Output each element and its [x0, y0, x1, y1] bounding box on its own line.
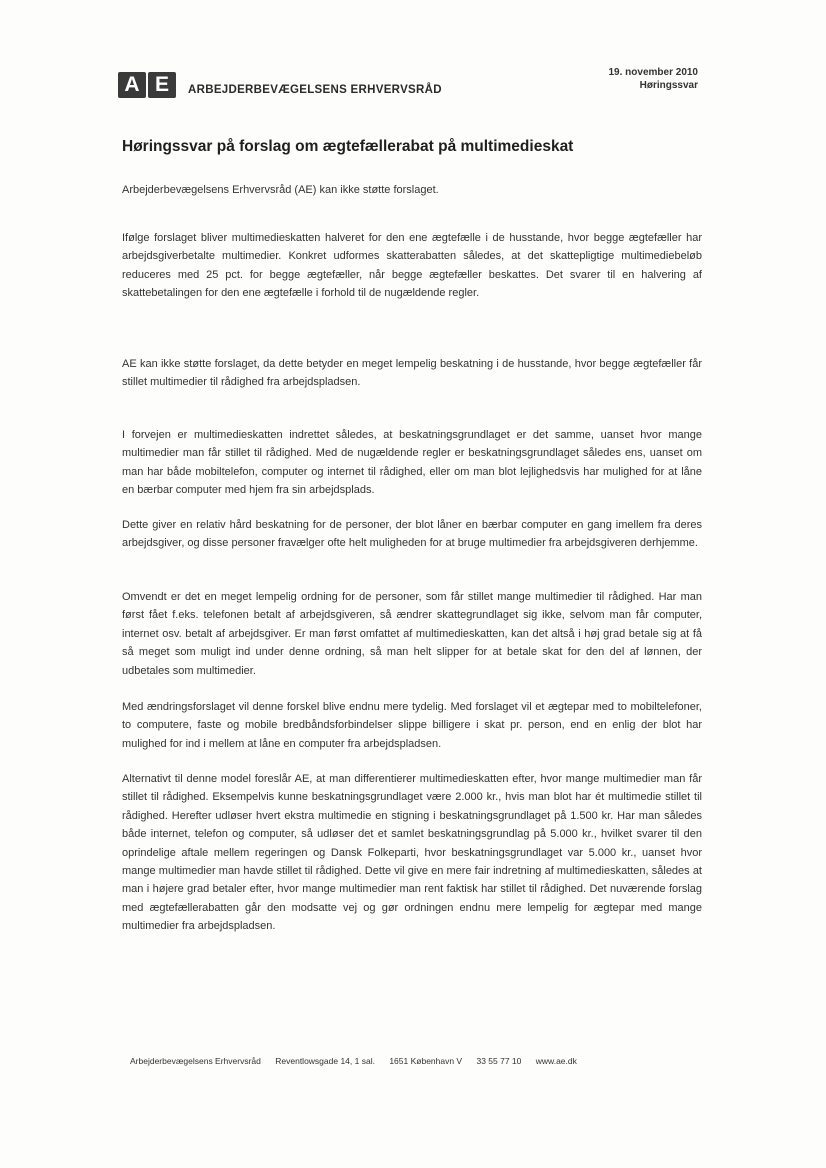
footer-phone: 33 55 77 10: [476, 1056, 522, 1066]
page-title: Høringssvar på forslag om ægtefællerabat på multimedieskat: [122, 138, 574, 155]
header-meta: [609, 66, 699, 92]
logo-letter-e: E: [148, 72, 176, 98]
footer-org: Arbejderbevægelsens Erhvervsråd: [130, 1056, 261, 1066]
paragraph-7: Alternativt til denne model foreslår AE, at man differentierer multimedieskatten efter, hvor mange multimedier man får stillet til rådighed. Eksempelvis kunne beskatningsgrundlaget være 2.000 kr., hvis man blot har ét multimedie stillet til rådighed. Herefter udløser hvert ekstra multimedie en stigning i beskatningsgrundlaget på 1.500 kr. Har man således både internet, telefon og computer, så udløser det et samlet beskatningsgrundlag på 5.000 kr., hvilket svarer til den oprindelige aftale mellem regeringen og Dansk Folkeparti, hvor beskatningsgrundlaget var 5.000 kr., uanset hvor mange multimedier man havde stillet til rådighed. Dette vil give en mere fair indretning af multimedieskatten, således at man i højere grad betaler efter, hvor mange multimedier man rent faktisk har stillet til rådighed. Det nuværende forslag med ægtefællerabatten går den modsatte vej og gør ordningen endnu mere lempelig for ægtepar med mange multimedier fra arbejdspladsen.: [122, 773, 702, 933]
footer-street: Reventlowsgade 14, 1 sal.: [275, 1056, 375, 1066]
paragraph-2: AE kan ikke støtte forslaget, da dette betyder en meget lempelig beskatning i de husstande, hvor begge ægtefæller får stillet multimedier til rådighed fra arbejdspladsen.: [122, 358, 702, 389]
paragraph-5: Omvendt er det en meget lempelig ordning for de personer, som får stillet mange multimedier til rådighed. Har man først fået f.eks. telefonen betalt af arbejdsgiveren, så ændrer skattegrundlaget sig ikke, selvom man får computer, internet osv. betalt af arbejdsgiver. Er man først omfattet af multimedieskatten, kan det altså i høj grad betale sig at få så meget som muligt ind under denne ordning, så man helt slipper for at betale skat for den del af lønnen, der udbetales som multimedier.: [122, 591, 702, 677]
intro-paragraph: Arbejderbevægelsens Erhvervsråd (AE) kan ikke støtte forslaget.: [122, 184, 439, 196]
paragraph-4: Dette giver en relativ hård beskatning for de personer, der blot låner en bærbar computer en gang imellem fra deres arbejdsgiver, og disse personer fravælger ofte helt muligheden for at bruge multimedier fra arbejdsgiveren derhjemme.: [122, 519, 702, 550]
paragraph-6: Med ændringsforslaget vil denne forskel blive endnu mere tydelig. Med forslaget vil et ægtepar med to mobiltelefoner, to computere, faste og mobile bredbåndsforbindelser slippe billigere i skat pr. person, end en enlig der blot har mulighed for ind i mellem at låne en computer fra arbejdspladsen.: [122, 701, 702, 750]
paragraph-1: Ifølge forslaget bliver multimedieskatten halveret for den ene ægtefælle i de husstande, hvor begge ægtefæller har arbejdsgiverbetalte multimedier. Konkret udformes skatterabatten således, at det skattepligtige multimediebeløb reduceres med 25 pct. for begge ægtefæller, når begge ægtefæller beskattes. Det svarer til en halvering af skattebetalingen for den ene ægtefælle i forhold til de nugældende regler.: [122, 232, 702, 300]
document-type: Høringssvar: [639, 80, 698, 91]
ae-logo: [118, 72, 442, 98]
paragraph-3: I forvejen er multimedieskatten indrettet således, at beskatningsgrundlaget er det samme, uanset hvor mange multimedier man får stillet til rådighed. Med de nugældende regler er beskatningsgrundlaget således ens, uanset om man har både mobiltelefon, computer og internet til rådighed, eller om man blot lejlighedsvis har mulighed for at låne en bærbar computer med hjem fra sin arbejdsplads.: [122, 429, 702, 497]
org-name: ARBEJDERBEVÆGELSENS ERHVERVSRÅD: [188, 83, 442, 96]
footer-city: 1651 København V: [389, 1056, 463, 1066]
footer-web-link[interactable]: www.ae.dk: [535, 1056, 577, 1066]
logo-letter-a: A: [118, 72, 146, 98]
footer: [130, 1056, 690, 1066]
document-date: 19. november 2010: [608, 67, 698, 78]
